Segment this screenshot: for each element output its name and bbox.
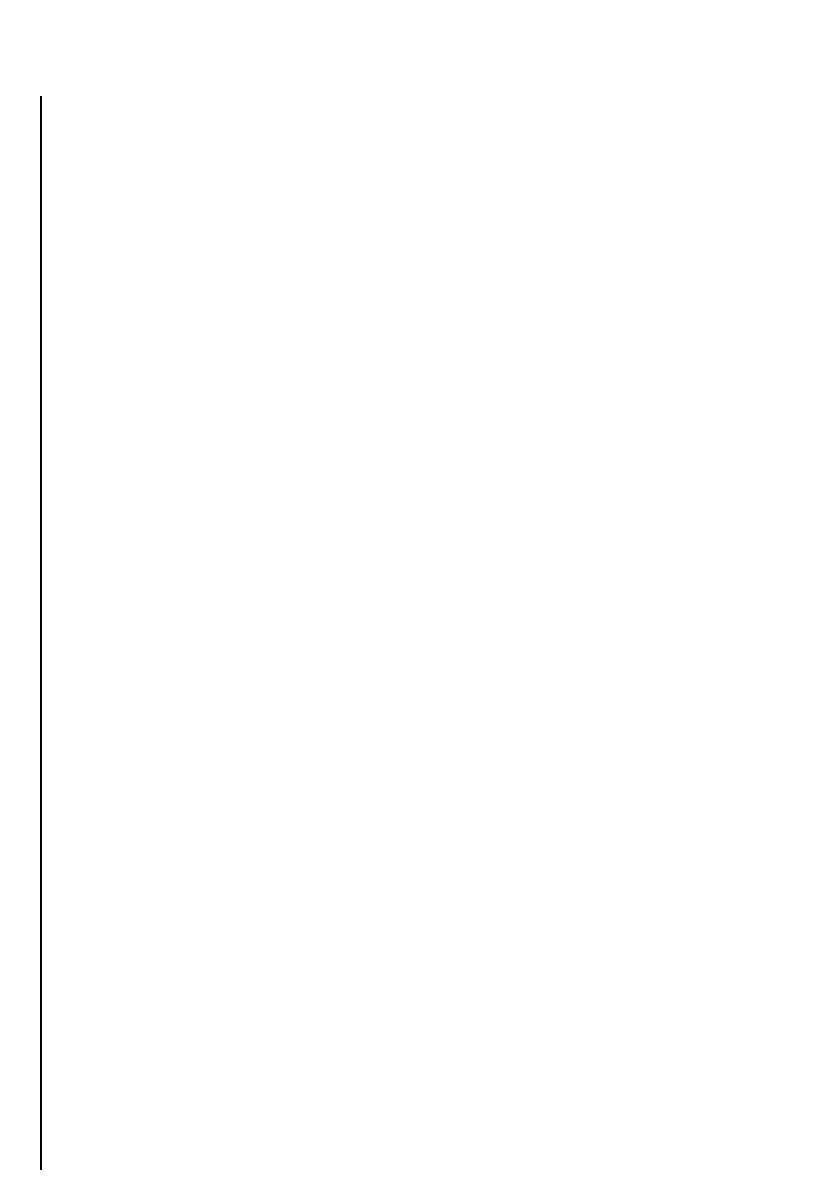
system-brace: [40, 96, 42, 1170]
